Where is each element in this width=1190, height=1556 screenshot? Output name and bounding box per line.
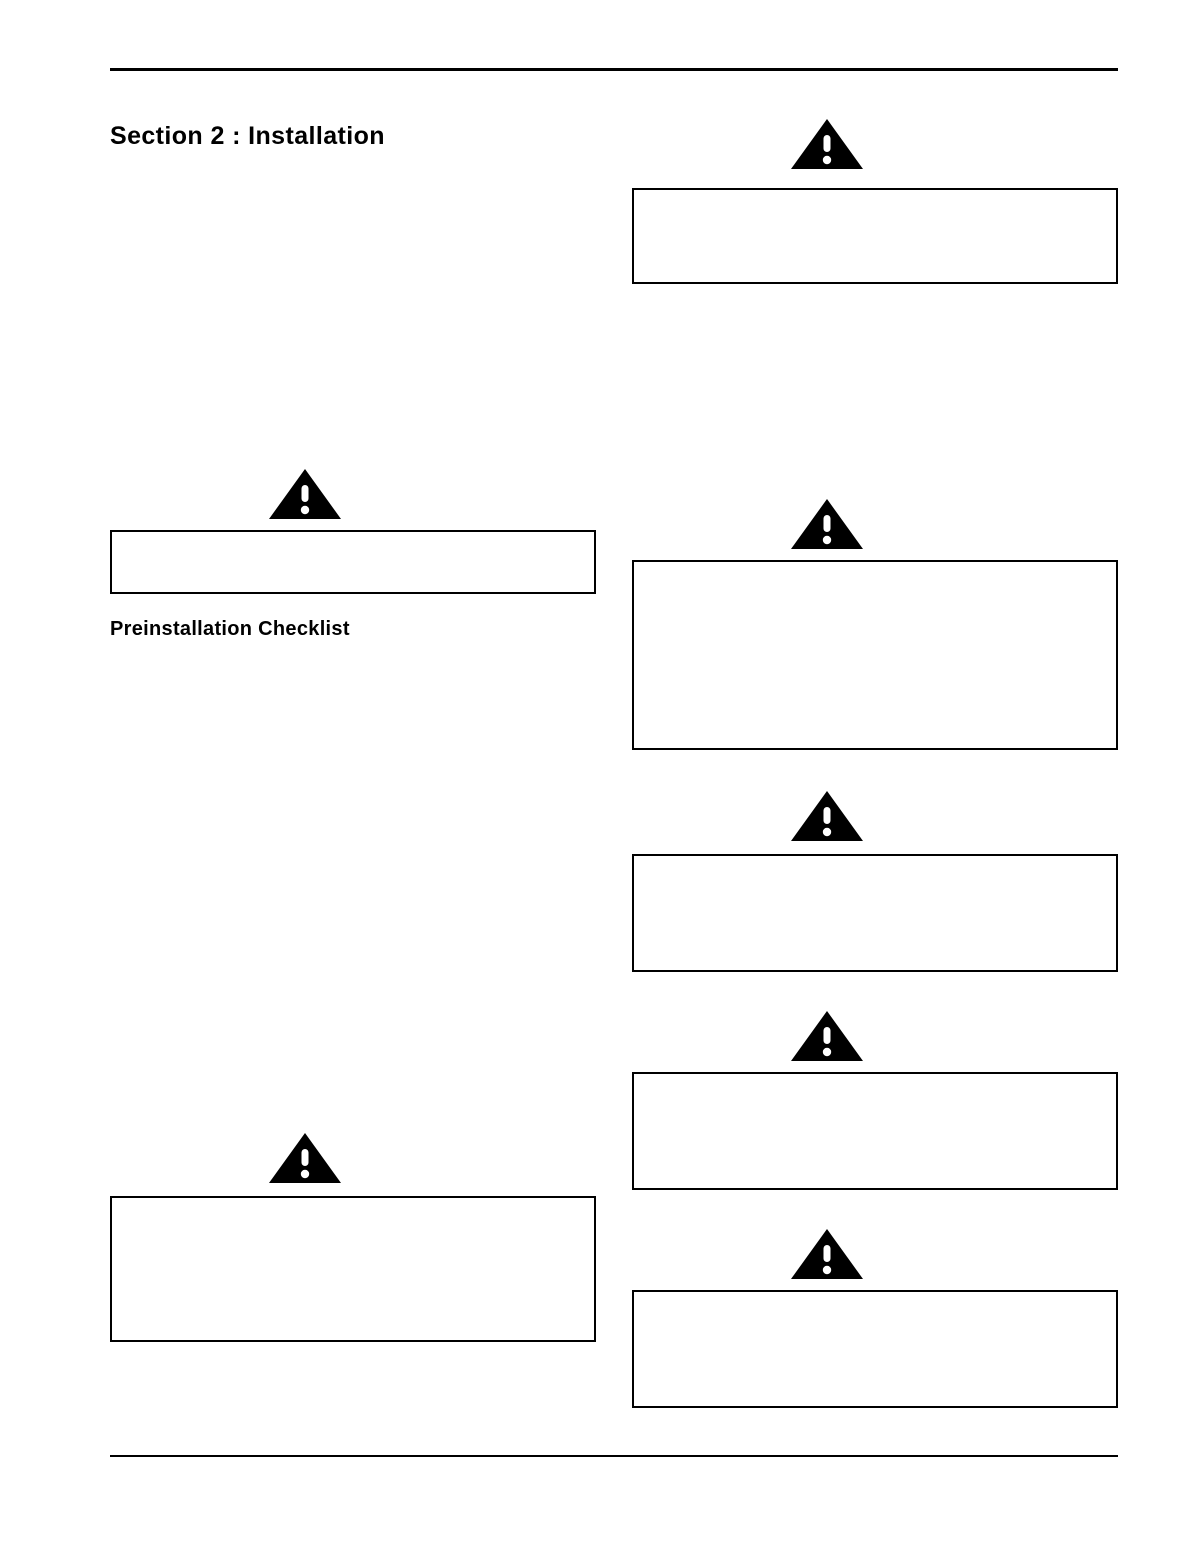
warning-triangle-icon (268, 1132, 342, 1184)
page-title: Section 2 : Installation (110, 122, 385, 150)
callout-right-middle (632, 854, 1118, 972)
warning-triangle-icon (790, 118, 864, 170)
callout-right-bottom (632, 1290, 1118, 1408)
callout-top-right (632, 188, 1118, 284)
callout-right-upper (632, 560, 1118, 750)
callout-right-lower (632, 1072, 1118, 1190)
warning-triangle-icon (790, 498, 864, 550)
header-rule (110, 68, 1118, 71)
callout-left-upper (110, 530, 596, 594)
warning-triangle-icon (790, 1010, 864, 1062)
callout-left-lower (110, 1196, 596, 1342)
warning-triangle-icon (790, 1228, 864, 1280)
warning-triangle-icon (268, 468, 342, 520)
warning-triangle-icon (790, 790, 864, 842)
footer-rule (110, 1455, 1118, 1457)
subsection-title: Preinstallation Checklist (110, 618, 350, 640)
